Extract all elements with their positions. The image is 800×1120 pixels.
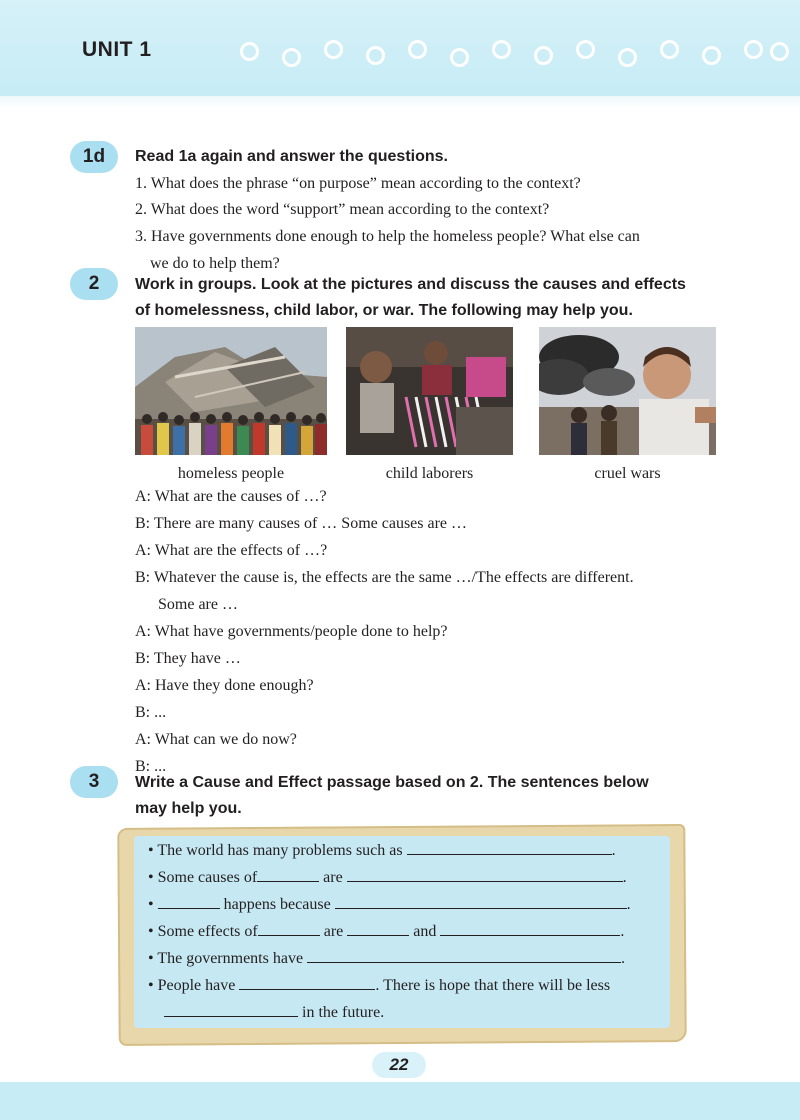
dialog-line: B: Whatever the cause is, the effects are the same …/The effects are different. (135, 569, 634, 586)
child-laborers-photo (346, 327, 513, 455)
sentence-6-cont: in the future. (164, 1002, 384, 1023)
badge-1d: 1d (70, 141, 118, 173)
sentence-4: • Some effects of are and . (148, 923, 625, 940)
caption-child-laborers: child laborers (385, 465, 474, 482)
badge-3: 3 (70, 766, 118, 798)
badge-2: 2 (70, 268, 118, 300)
cruel-wars-photo (539, 327, 716, 455)
sentence-1: • The world has many problems such as . (148, 842, 616, 859)
sentence-5: • The governments have . (148, 950, 626, 967)
dialog-line: A: Have they done enough? (135, 677, 314, 694)
s2-title-line1: Work in groups. Look at the pictures and discuss the causes and effects (135, 276, 686, 293)
unit-title: UNIT 1 (82, 38, 152, 61)
footer-band (0, 1082, 800, 1120)
s1d-title: Read 1a again and answer the questions. (135, 148, 448, 165)
sentence-6: • People have . There is hope that there will be less (148, 977, 611, 994)
homeless-people-photo (135, 327, 327, 455)
sentence-3: • happens because . (148, 896, 631, 913)
s1d-q2: 2. What does the word “support” mean according to the context? (135, 201, 550, 218)
s3-title-line2: may help you. (135, 800, 242, 817)
dialog-line: A: What are the effects of …? (135, 542, 328, 559)
dialog-line: B: ... (135, 758, 167, 775)
dialog-line: Some are … (158, 596, 238, 613)
s1d-q3-line1: 3. Have governments done enough to help the homeless people? What else can (135, 228, 640, 245)
dialog-line: B: There are many causes of … Some causes are … (135, 515, 468, 532)
sentence-2: • Some causes of are . (148, 869, 627, 886)
decorative-rings (240, 36, 800, 76)
caption-cruel-wars: cruel wars (594, 465, 661, 482)
page-number: 22 (372, 1052, 426, 1078)
dialog-line: A: What are the causes of …? (135, 488, 327, 505)
s3-title-line1: Write a Cause and Effect passage based on 2. The sentences below (135, 774, 649, 791)
s1d-q3-line2: we do to help them? (150, 255, 280, 272)
dialog-line: B: ... (135, 704, 167, 721)
dialog-line: B: They have … (135, 650, 241, 667)
s2-title-line2: of homelessness, child labor, or war. The following may help you. (135, 302, 633, 319)
dialog-line: A: What can we do now? (135, 731, 297, 748)
s1d-q1: 1. What does the phrase “on purpose” mean according to the context? (135, 175, 581, 192)
dialog-line: A: What have governments/people done to help? (135, 623, 448, 640)
caption-homeless-people: homeless people (177, 465, 285, 482)
